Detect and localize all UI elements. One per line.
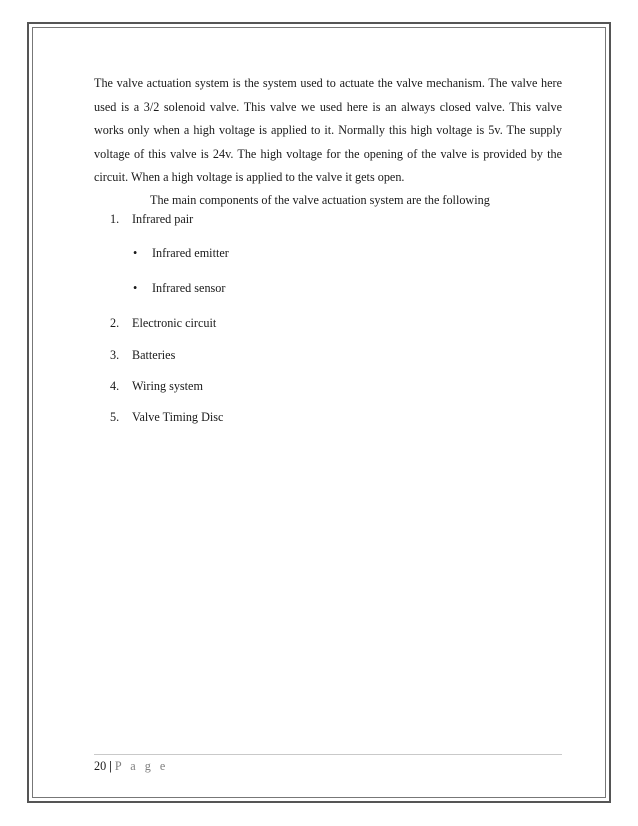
footer-divider xyxy=(94,754,562,755)
footer-separator: | xyxy=(109,759,112,773)
list-item-label: Valve Timing Disc xyxy=(132,409,224,424)
components-intro: The main components of the valve actuation system are the following xyxy=(150,192,490,207)
list-number: 1. xyxy=(110,211,120,226)
page-content xyxy=(94,72,562,424)
bullet-icon: • xyxy=(133,245,138,260)
list-number: 3. xyxy=(110,347,120,362)
body-paragraph: The valve actuation system is the system used to actuate the valve mechanism. The valve here used is a 3/2 solenoid valve. This valve we used here is an always closed valve. This valve works only when a high voltage is applied to it. Normally this high voltage is 5v. The supply voltage of this valve is 24v. The high voltage for the opening of the valve is provided by the circuit. When a high voltage is applied to the valve it gets open. xyxy=(94,76,562,184)
list-number: 2. xyxy=(110,315,120,330)
sub-list-item-label: Infrared emitter xyxy=(152,245,229,260)
list-number: 5. xyxy=(110,409,120,424)
sub-list-item-label: Infrared sensor xyxy=(152,280,226,295)
page-number: 20 xyxy=(94,759,107,773)
list-item-label: Wiring system xyxy=(132,378,203,393)
page-label: P a g e xyxy=(114,759,169,773)
bullet-icon: • xyxy=(133,280,138,295)
list-item-label: Infrared pair xyxy=(132,211,194,226)
list-item-label: Batteries xyxy=(132,347,176,362)
list-item-label: Electronic circuit xyxy=(132,315,217,330)
page-footer xyxy=(94,759,168,774)
list-number: 4. xyxy=(110,378,120,393)
